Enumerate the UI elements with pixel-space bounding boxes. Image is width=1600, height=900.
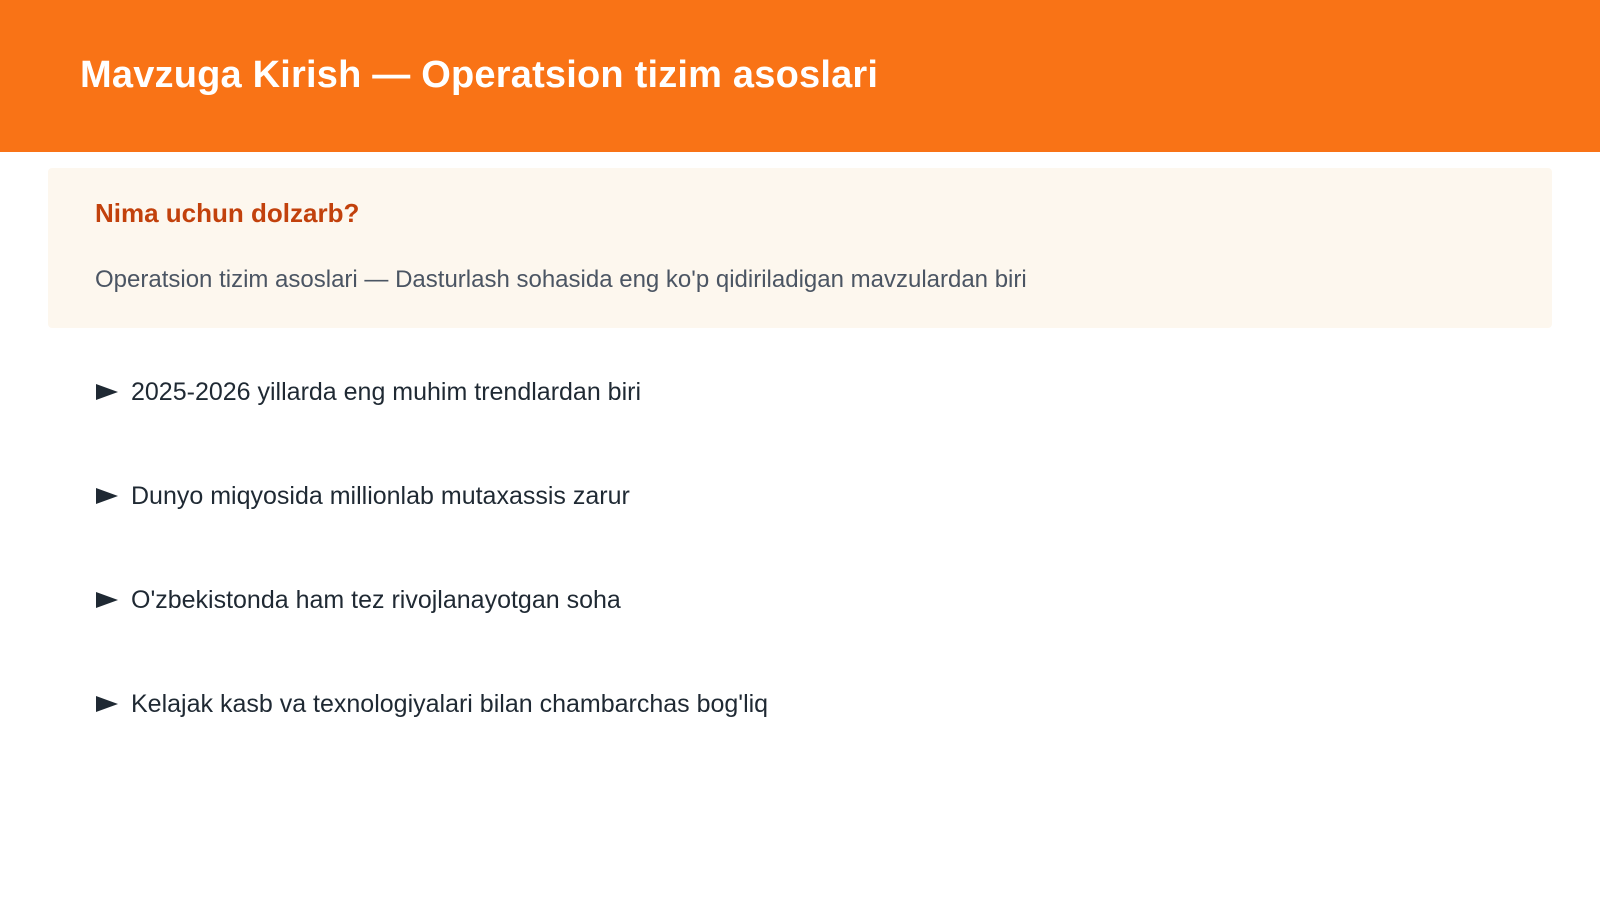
list-item-text: Dunyo miqyosida millionlab mutaxassis zarur [131,481,630,510]
list-item [95,682,1495,726]
header-bar [0,0,1600,152]
bullet-list [95,370,1495,786]
triangle-right-icon [95,692,119,716]
list-item-text: Kelajak kasb va texnologiyalari bilan chambarchas bog'liq [131,689,769,718]
list-item-text: 2025-2026 yillarda eng muhim trendlardan biri [131,377,642,406]
page-title: Mavzuga Kirish — Operatsion tizim asoslari [80,54,879,96]
list-item [95,370,1495,414]
triangle-right-icon [95,484,119,508]
callout-box [48,168,1552,328]
list-item-text: O'zbekistonda ham tez rivojlanayotgan soha [131,585,621,614]
triangle-right-icon [95,588,119,612]
callout-text: Operatsion tizim asoslari — Dasturlash sohasida eng ko'p qidiriladigan mavzulardan biri [95,266,1027,293]
callout-heading: Nima uchun dolzarb? [95,198,360,228]
triangle-right-icon [95,380,119,404]
list-item [95,474,1495,518]
list-item [95,578,1495,622]
